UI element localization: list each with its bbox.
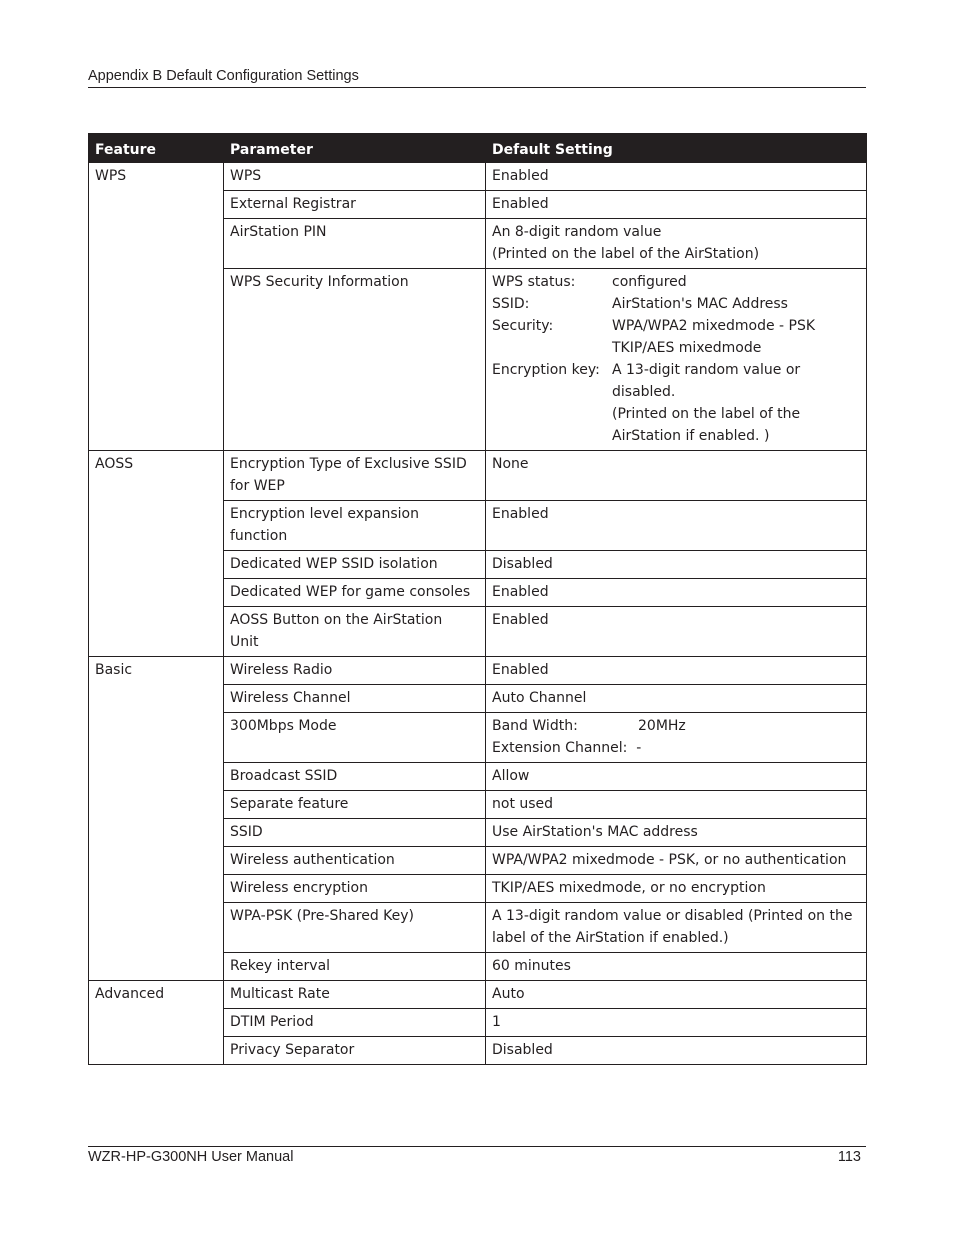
value-cell: None (486, 451, 867, 501)
value-cell: 1 (486, 1009, 867, 1037)
column-header-default-setting: Default Setting (486, 134, 867, 163)
encryption-key-line: (Printed on the label of the (612, 406, 801, 422)
feature-cell-wps: WPS (89, 163, 224, 451)
value-cell: Auto (486, 981, 867, 1009)
param-line: function (230, 528, 288, 544)
extension-channel-value: - (636, 740, 642, 756)
param-cell: Multicast Rate (224, 981, 486, 1009)
footer-manual-title: WZR-HP-G300NH User Manual (88, 1149, 294, 1165)
default-settings-table (88, 133, 867, 1065)
param-cell: Rekey interval (224, 953, 486, 981)
table-row (89, 981, 867, 1009)
param-cell: Broadcast SSID (224, 763, 486, 791)
band-width-value: 20MHz (638, 718, 686, 734)
value-cell: Enabled (486, 163, 867, 191)
encryption-key-line: A 13-digit random value or (612, 362, 801, 378)
param-cell: Separate feature (224, 791, 486, 819)
value-cell (486, 219, 867, 269)
param-line: AOSS Button on the AirStation (230, 612, 443, 628)
param-cell: SSID (224, 819, 486, 847)
encryption-key-line: disabled. (612, 384, 676, 400)
table-header-row (89, 134, 867, 163)
value-cell: Enabled (486, 501, 867, 551)
ssid-value: AirStation's MAC Address (612, 296, 788, 312)
value-line: A 13-digit random value or disabled (Printed on the (492, 908, 853, 924)
param-cell: Wireless Channel (224, 685, 486, 713)
value-cell: Enabled (486, 191, 867, 219)
param-line: Unit (230, 634, 259, 650)
value-line: label of the AirStation if enabled.) (492, 930, 729, 946)
value-cell: Enabled (486, 607, 867, 657)
param-cell (224, 501, 486, 551)
feature-cell-aoss: AOSS (89, 451, 224, 657)
param-cell: WPA-PSK (Pre-Shared Key) (224, 903, 486, 953)
encryption-key-line: AirStation if enabled. ) (612, 428, 770, 444)
encryption-key-value (612, 359, 860, 447)
value-cell: Enabled (486, 657, 867, 685)
column-header-feature: Feature (89, 134, 224, 163)
security-label: Security: (492, 318, 554, 334)
value-line: An 8-digit random value (492, 224, 662, 240)
param-cell: Privacy Separator (224, 1037, 486, 1065)
security-value-line: WPA/WPA2 mixedmode - PSK (612, 318, 816, 334)
table-row (89, 451, 867, 501)
param-line: for WEP (230, 478, 285, 494)
param-cell: AirStation PIN (224, 219, 486, 269)
wps-status-label: WPS status: (492, 274, 576, 290)
value-cell: not used (486, 791, 867, 819)
param-cell (224, 607, 486, 657)
param-cell: Wireless Radio (224, 657, 486, 685)
value-line: (Printed on the label of the AirStation) (492, 246, 760, 262)
value-cell (486, 269, 867, 451)
column-header-parameter: Parameter (224, 134, 486, 163)
header-divider (88, 87, 866, 88)
param-cell: Dedicated WEP for game consoles (224, 579, 486, 607)
footer-divider (88, 1146, 866, 1147)
param-cell: External Registrar (224, 191, 486, 219)
ssid-label: SSID: (492, 296, 530, 312)
value-cell: Enabled (486, 579, 867, 607)
page-header-title: Appendix B Default Configuration Settings (88, 68, 359, 84)
feature-cell-advanced: Advanced (89, 981, 224, 1065)
table-row (89, 657, 867, 685)
value-cell: Use AirStation's MAC address (486, 819, 867, 847)
param-cell: WPS (224, 163, 486, 191)
param-line: Encryption level expansion (230, 506, 419, 522)
security-value-line: TKIP/AES mixedmode (612, 340, 762, 356)
footer-page-number: 113 (837, 1149, 861, 1165)
band-width-label: Band Width: (492, 718, 578, 734)
param-cell: Dedicated WEP SSID isolation (224, 551, 486, 579)
feature-cell-basic: Basic (89, 657, 224, 981)
value-cell: WPA/WPA2 mixedmode - PSK, or no authentication (486, 847, 867, 875)
value-cell: Disabled (486, 1037, 867, 1065)
param-cell: Wireless encryption (224, 875, 486, 903)
param-cell: WPS Security Information (224, 269, 486, 451)
wps-status-value: configured (612, 274, 687, 290)
value-cell: Auto Channel (486, 685, 867, 713)
param-cell: Wireless authentication (224, 847, 486, 875)
value-cell: TKIP/AES mixedmode, or no encryption (486, 875, 867, 903)
param-cell: 300Mbps Mode (224, 713, 486, 763)
value-cell: Allow (486, 763, 867, 791)
value-cell (486, 903, 867, 953)
extension-channel-label: Extension Channel: (492, 740, 628, 756)
param-line: Encryption Type of Exclusive SSID (230, 456, 467, 472)
value-cell (486, 713, 867, 763)
encryption-key-label: Encryption key: (492, 362, 600, 378)
table-row (89, 163, 867, 191)
value-cell: Disabled (486, 551, 867, 579)
value-cell: 60 minutes (486, 953, 867, 981)
param-cell (224, 451, 486, 501)
param-cell: DTIM Period (224, 1009, 486, 1037)
security-value (612, 315, 860, 359)
